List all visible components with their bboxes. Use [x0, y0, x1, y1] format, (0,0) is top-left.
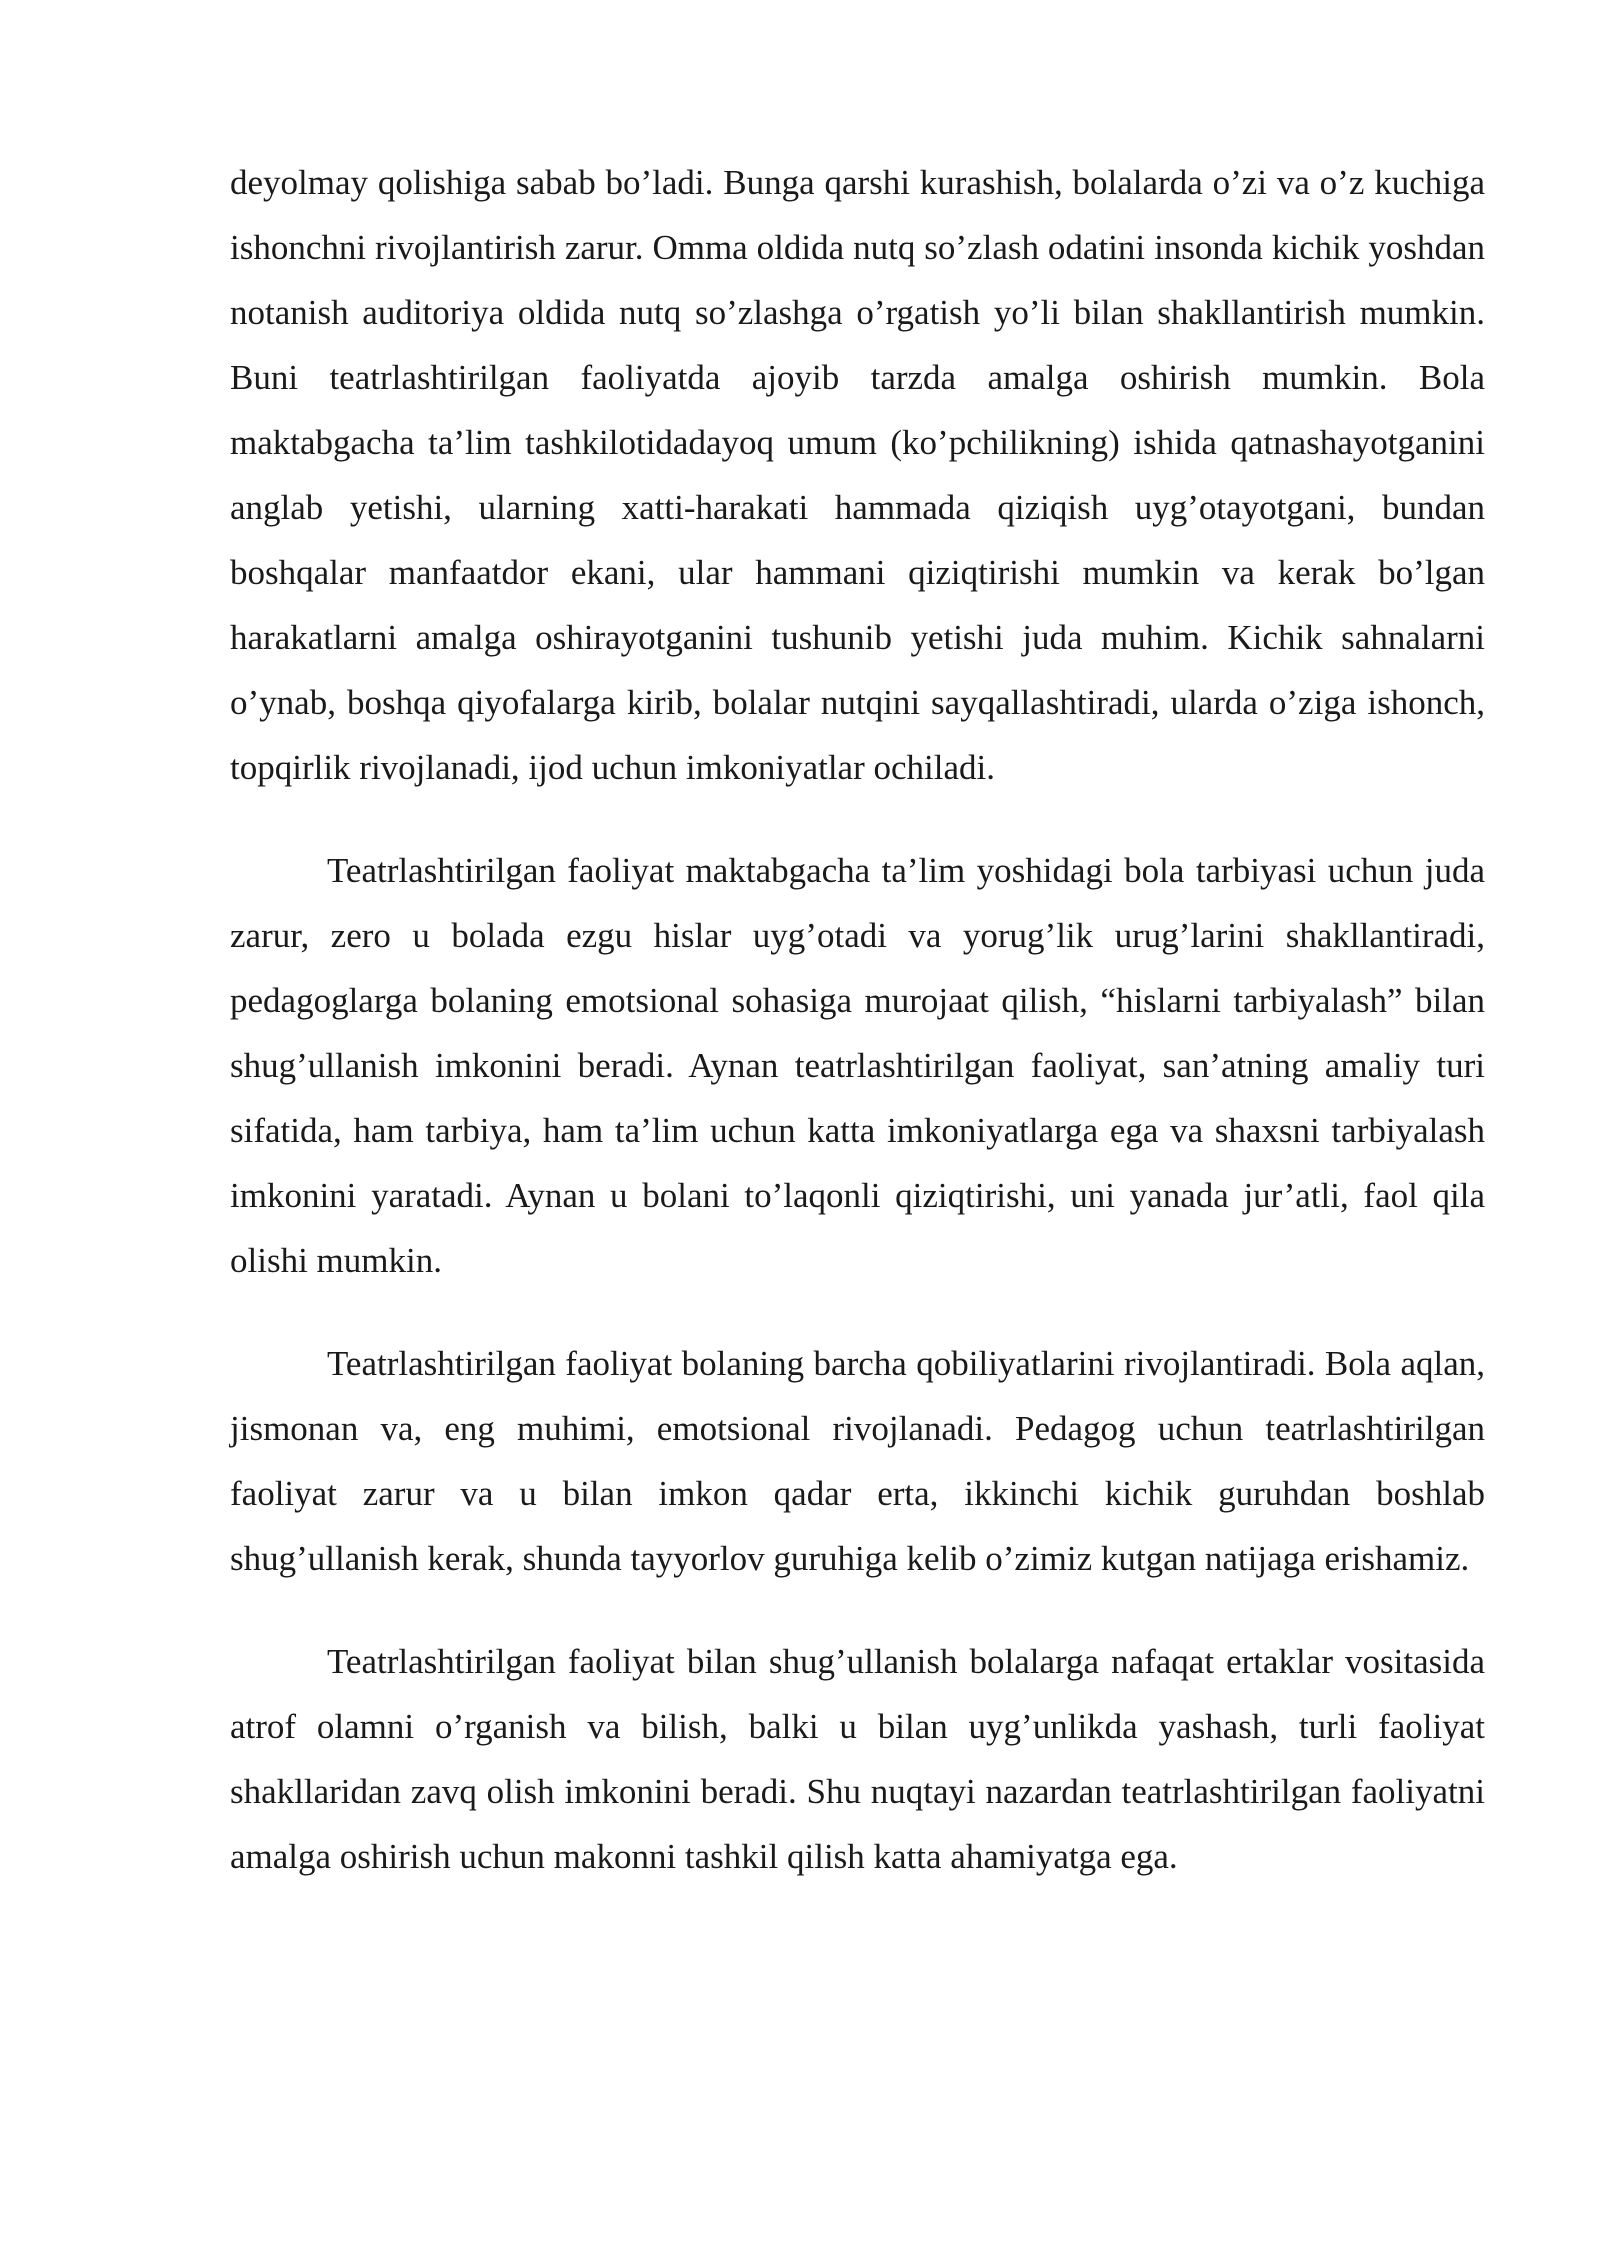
paragraph-3: Teatrlashtirilgan faoliyat bolaning barcha qobiliyatlarini rivojlantiradi. Bola aqlan, jismonan va, eng muhimi, emotsional rivojlanadi. Pedagog uchun teatrlashtirilgan faoliyat zarur va u bilan imkon qadar erta, ikkinchi kichik guruhdan boshlab shug’ullanish kerak, shunda tayyorlov guruhiga kelib o’zimiz kutgan natijaga erishamiz.: [230, 1344, 1485, 1578]
document-page: [230, 150, 1485, 1927]
paragraph-2: Teatrlashtirilgan faoliyat maktabgacha ta’lim yoshidagi bola tarbiyasi uchun juda zarur, zero u bolada ezgu hislar uyg’otadi va yorug’lik urug’larini shakllantiradi, pedagoglarga bolaning emotsional sohasiga murojaat qilish, “hislarni tarbiyalash” bilan shug’ullanish imkonini beradi. Aynan teatrlashtirilgan faoliyat, san’atning amaliy turi sifatida, ham tarbiya, ham ta’lim uchun katta imkoniyatlarga ega va shaxsni tarbiyalash imkonini yaratadi. Aynan u bolani to’laqonli qiziqtirishi, uni yanada jur’atli, faol qila olishi mumkin.: [230, 851, 1485, 1280]
paragraph-4: Teatrlashtirilgan faoliyat bilan shug’ullanish bolalarga nafaqat ertaklar vositasida atrof olamni o’rganish va bilish, balki u bilan uyg’unlikda yashash, turli faoliyat shakllaridan zavq olish imkonini beradi. Shu nuqtayi nazardan teatrlashtirilgan faoliyatni amalga oshirish uchun makonni tashkil qilish katta ahamiyatga ega.: [230, 1642, 1485, 1876]
paragraph-1: deyolmay qolishiga sabab bo’ladi. Bunga qarshi kurashish, bolalarda o’zi va o’z kuchiga ishonchni rivojlantirish zarur. Omma oldida nutq so’zlash odatini insonda kichik yoshdan notanish auditoriya oldida nutq so’zlashga o’rgatish yo’li bilan shakllantirish mumkin. Buni teatrlashtirilgan faoliyatda ajoyib tarzda amalga oshirish mumkin. Bola maktabgacha ta’lim tashkilotidadayoq umum (ko’pchilikning) ishida qatnashayotganini anglab yetishi, ularning xatti-harakati hammada qiziqish uyg’otayotgani, bundan boshqalar manfaatdor ekani, ular hammani qiziqtirishi mumkin va kerak bo’lgan harakatlarni amalga oshirayotganini tushunib yetishi juda muhim. Kichik sahnalarni o’ynab, boshqa qiyofalarga kirib, bolalar nutqini sayqallashtiradi, ularda o’ziga ishonch, topqirlik rivojlanadi, ijod uchun imkoniyatlar ochiladi.: [230, 163, 1485, 787]
